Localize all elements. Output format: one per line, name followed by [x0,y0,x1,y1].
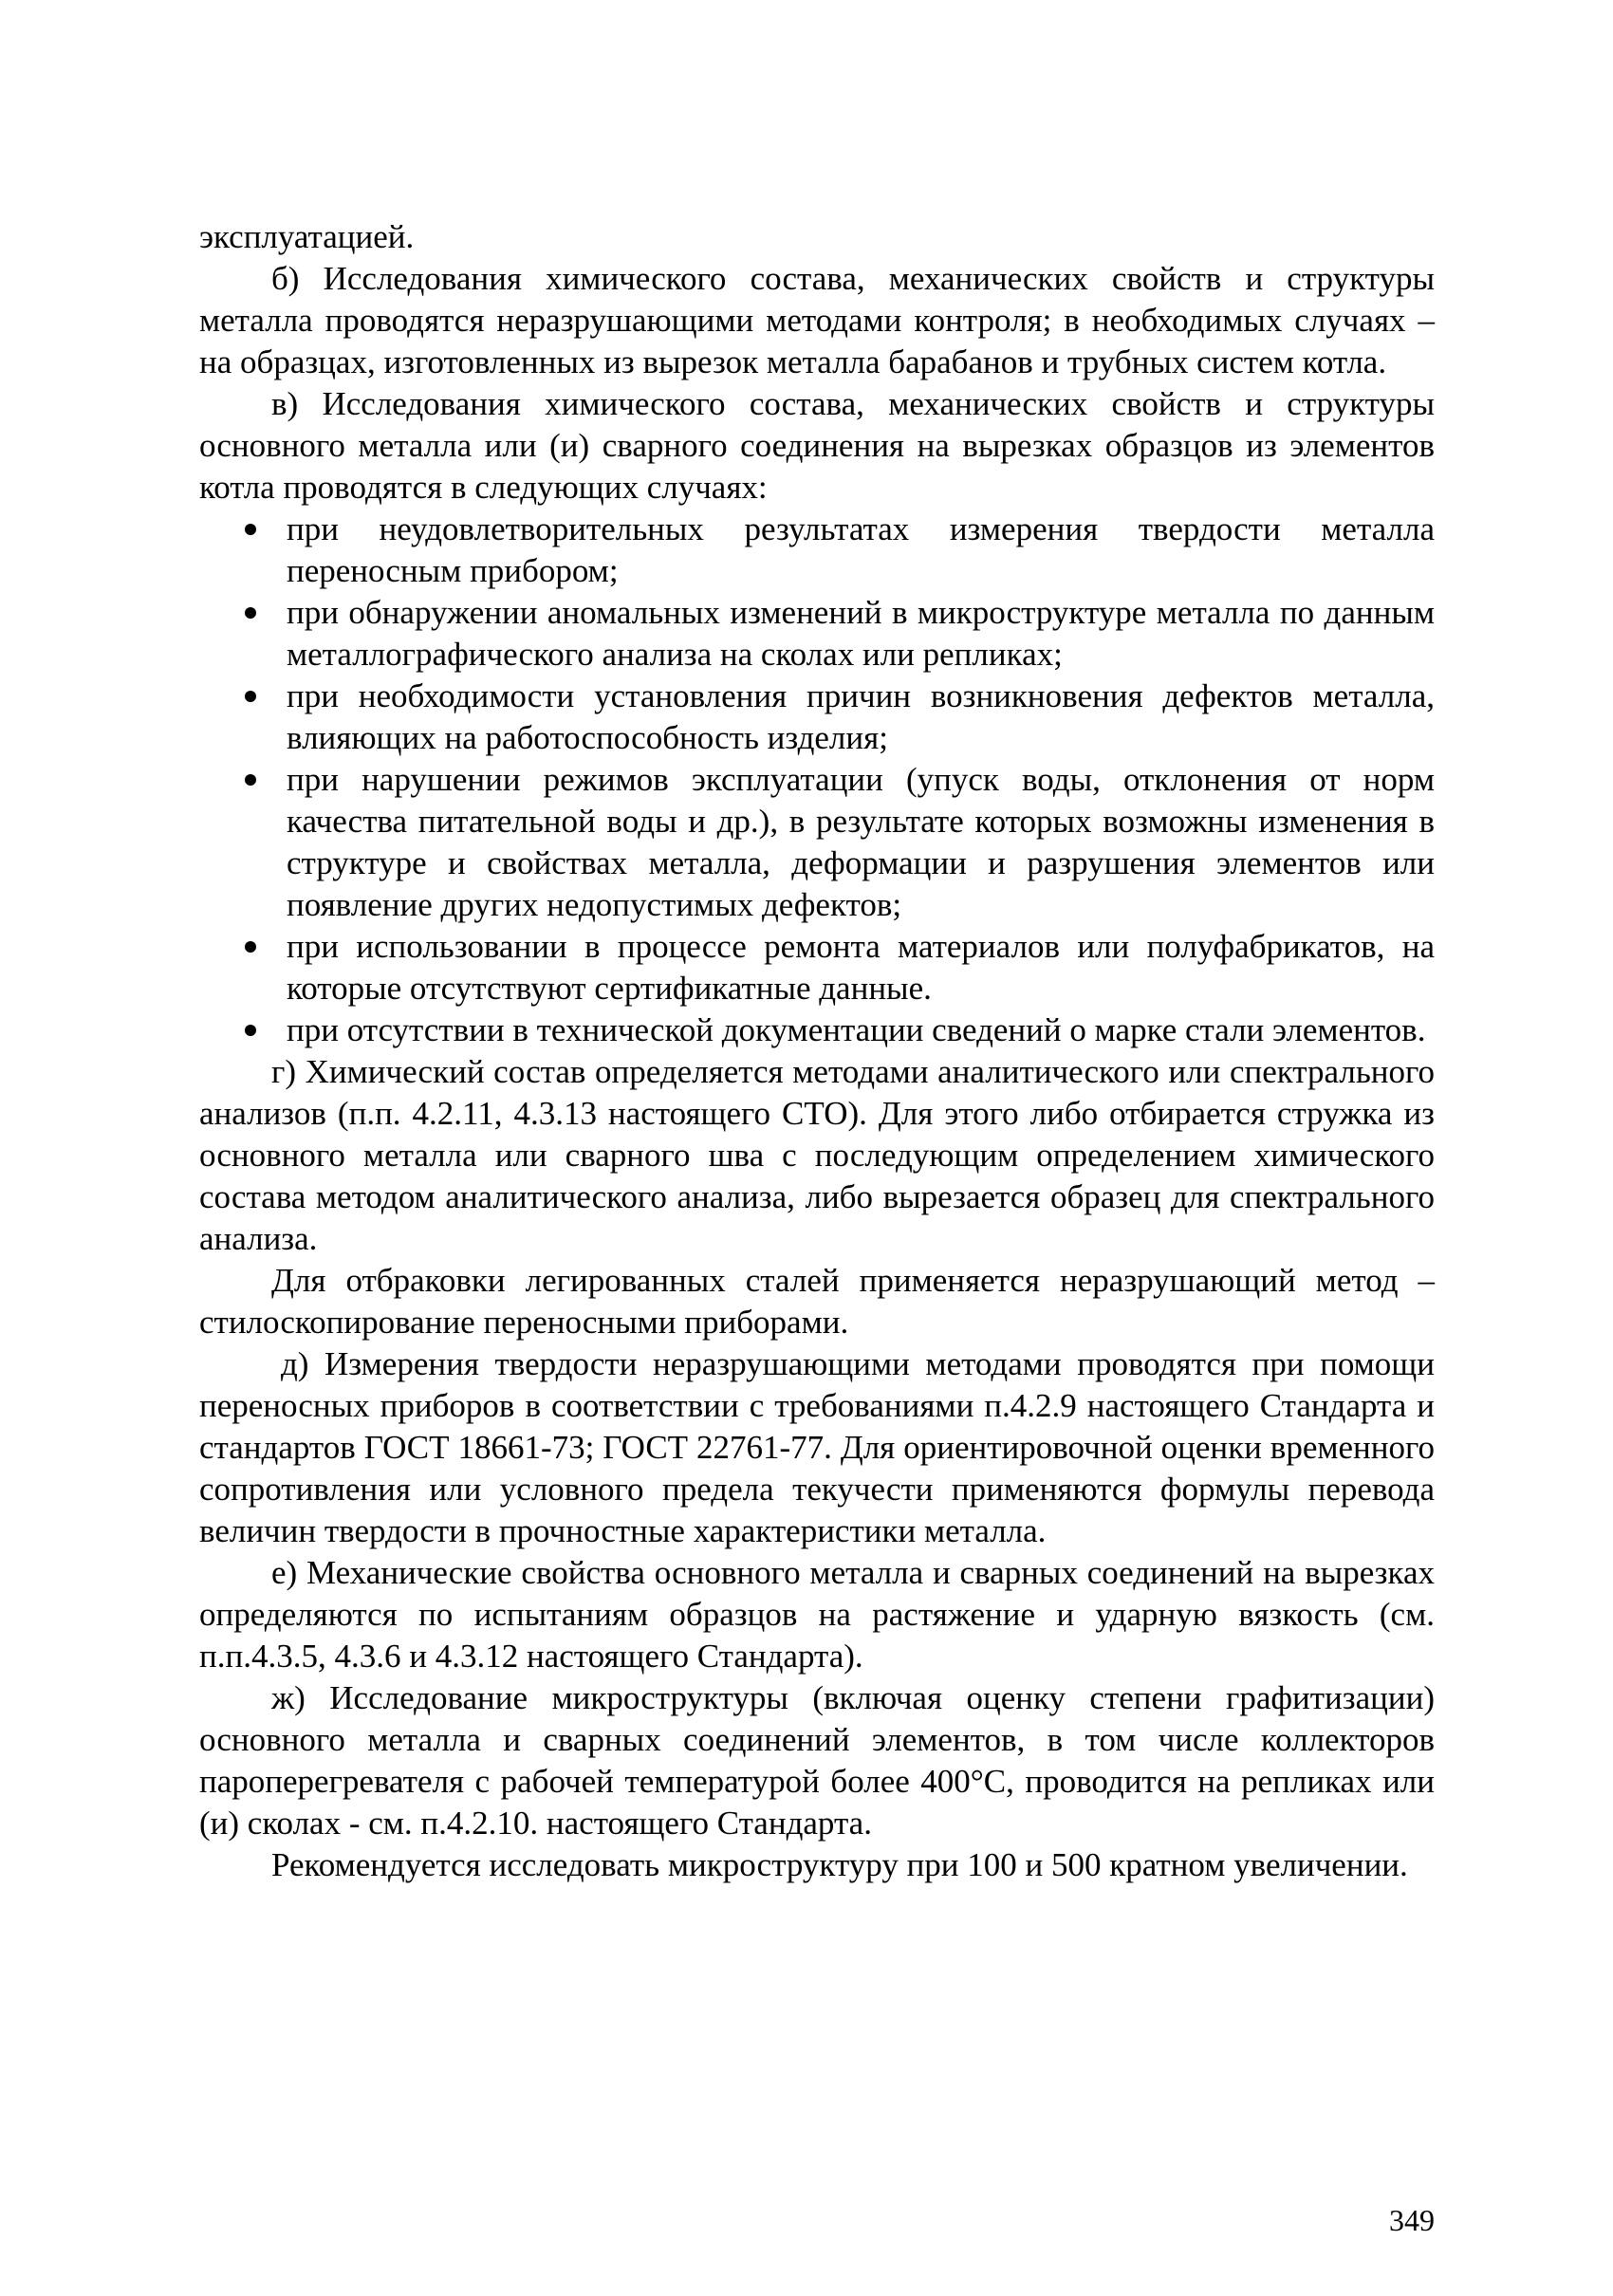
list-item [199,676,1435,759]
page-number: 349 [1389,2203,1435,2237]
list-item [199,759,1435,926]
list-item-text: при нарушении режимов эксплуатации (упуск воды, отклонения от норм качества питательной воды и др.), в результате которых возможны изменения в структуре и свойствах металла, деформации и разрушения элементов или появление других недопустимых дефектов; [287,761,1435,923]
paragraph-d: д) Измерения твердости неразрушающими методами проводятся при помощи переносных приборов в соответствии с требованиями п.4.2.9 настоящего Стандарта и стандартов ГОСТ 18661-73; ГОСТ 22761-77. Для ориентировочной оценки временного сопротивления или условного предела текучести применяются формулы перевода величин твердости в прочностные характеристики металла. [199,1345,1435,1549]
bullet-icon [245,941,256,953]
list-item [199,926,1435,1009]
list-item-text: при обнаружении аномальных изменений в микроструктуре металла по данным металлографического анализа на сколах или репликах; [287,594,1435,673]
paragraph-g: г) Химический состав определяется методами аналитического или спектрального анализов (п.п. 4.2.11, 4.3.13 настоящего СТО). Для этого либо отбирается стружка из основного металла или сварного шва с последующим определением химического состава методом аналитического анализа, либо вырезается образец для спектрального анализа. [199,1053,1435,1257]
bullet-icon [245,1025,256,1036]
document-body [199,216,1435,1886]
bullet-icon [245,607,256,619]
cases-list [199,509,1435,1051]
list-item-text: при использовании в процессе ремонта материалов или полуфабрикатов, на которые отсутствуют сертификатные данные. [287,928,1435,1007]
bullet-icon [245,524,256,535]
bullet-icon [245,774,256,786]
paragraph-zh: ж) Исследование микроструктуры (включая оценку степени графитизации) основного металла и сварных соединений элементов, в том числе коллекторов пароперегревателя с рабочей температурой более 400°С, проводится на репликах или (и) сколах - см. п.4.2.10. настоящего Стандарта. [199,1679,1435,1842]
bullet-icon [245,691,256,702]
paragraph-e: е) Механические свойства основного металла и сварных соединений на вырезках определяются по испытаниям образцов на растяжение и ударную вязкость (см. п.п.4.3.5, 4.3.6 и 4.3.12 настоящего Стандарта). [199,1554,1435,1675]
paragraph-v: в) Исследования химического состава, механических свойств и структуры основного металла или (и) сварного соединения на вырезках образцов из элементов котла проводятся в следующих случаях: [199,385,1435,506]
list-item [199,509,1435,592]
list-item-text: при отсутствии в технической документации сведений о марке стали элементов. [287,1011,1426,1048]
list-item-text: при необходимости установления причин возникновения дефектов металла, влияющих на работоспособность изделия; [287,677,1435,756]
list-item [199,592,1435,676]
list-item [199,1009,1435,1051]
paragraph-continuation: эксплуатацией. [199,218,415,255]
paragraph-b: б) Исследования химического состава, механических свойств и структуры металла проводятся неразрушающими методами контроля; в необходимых случаях – на образцах, изготовленных из вырезок металла барабанов и трубных систем котла. [199,260,1435,380]
list-item-text: при неудовлетворительных результатах измерения твердости металла переносным прибором; [287,510,1435,589]
paragraph-recommendation: Рекомендуется исследовать микроструктуру при 100 и 500 кратном увеличении. [271,1846,1408,1883]
paragraph-rejection: Для отбраковки легированных сталей применяется неразрушающий метод – стилоскопирование переносными приборами. [199,1262,1435,1341]
